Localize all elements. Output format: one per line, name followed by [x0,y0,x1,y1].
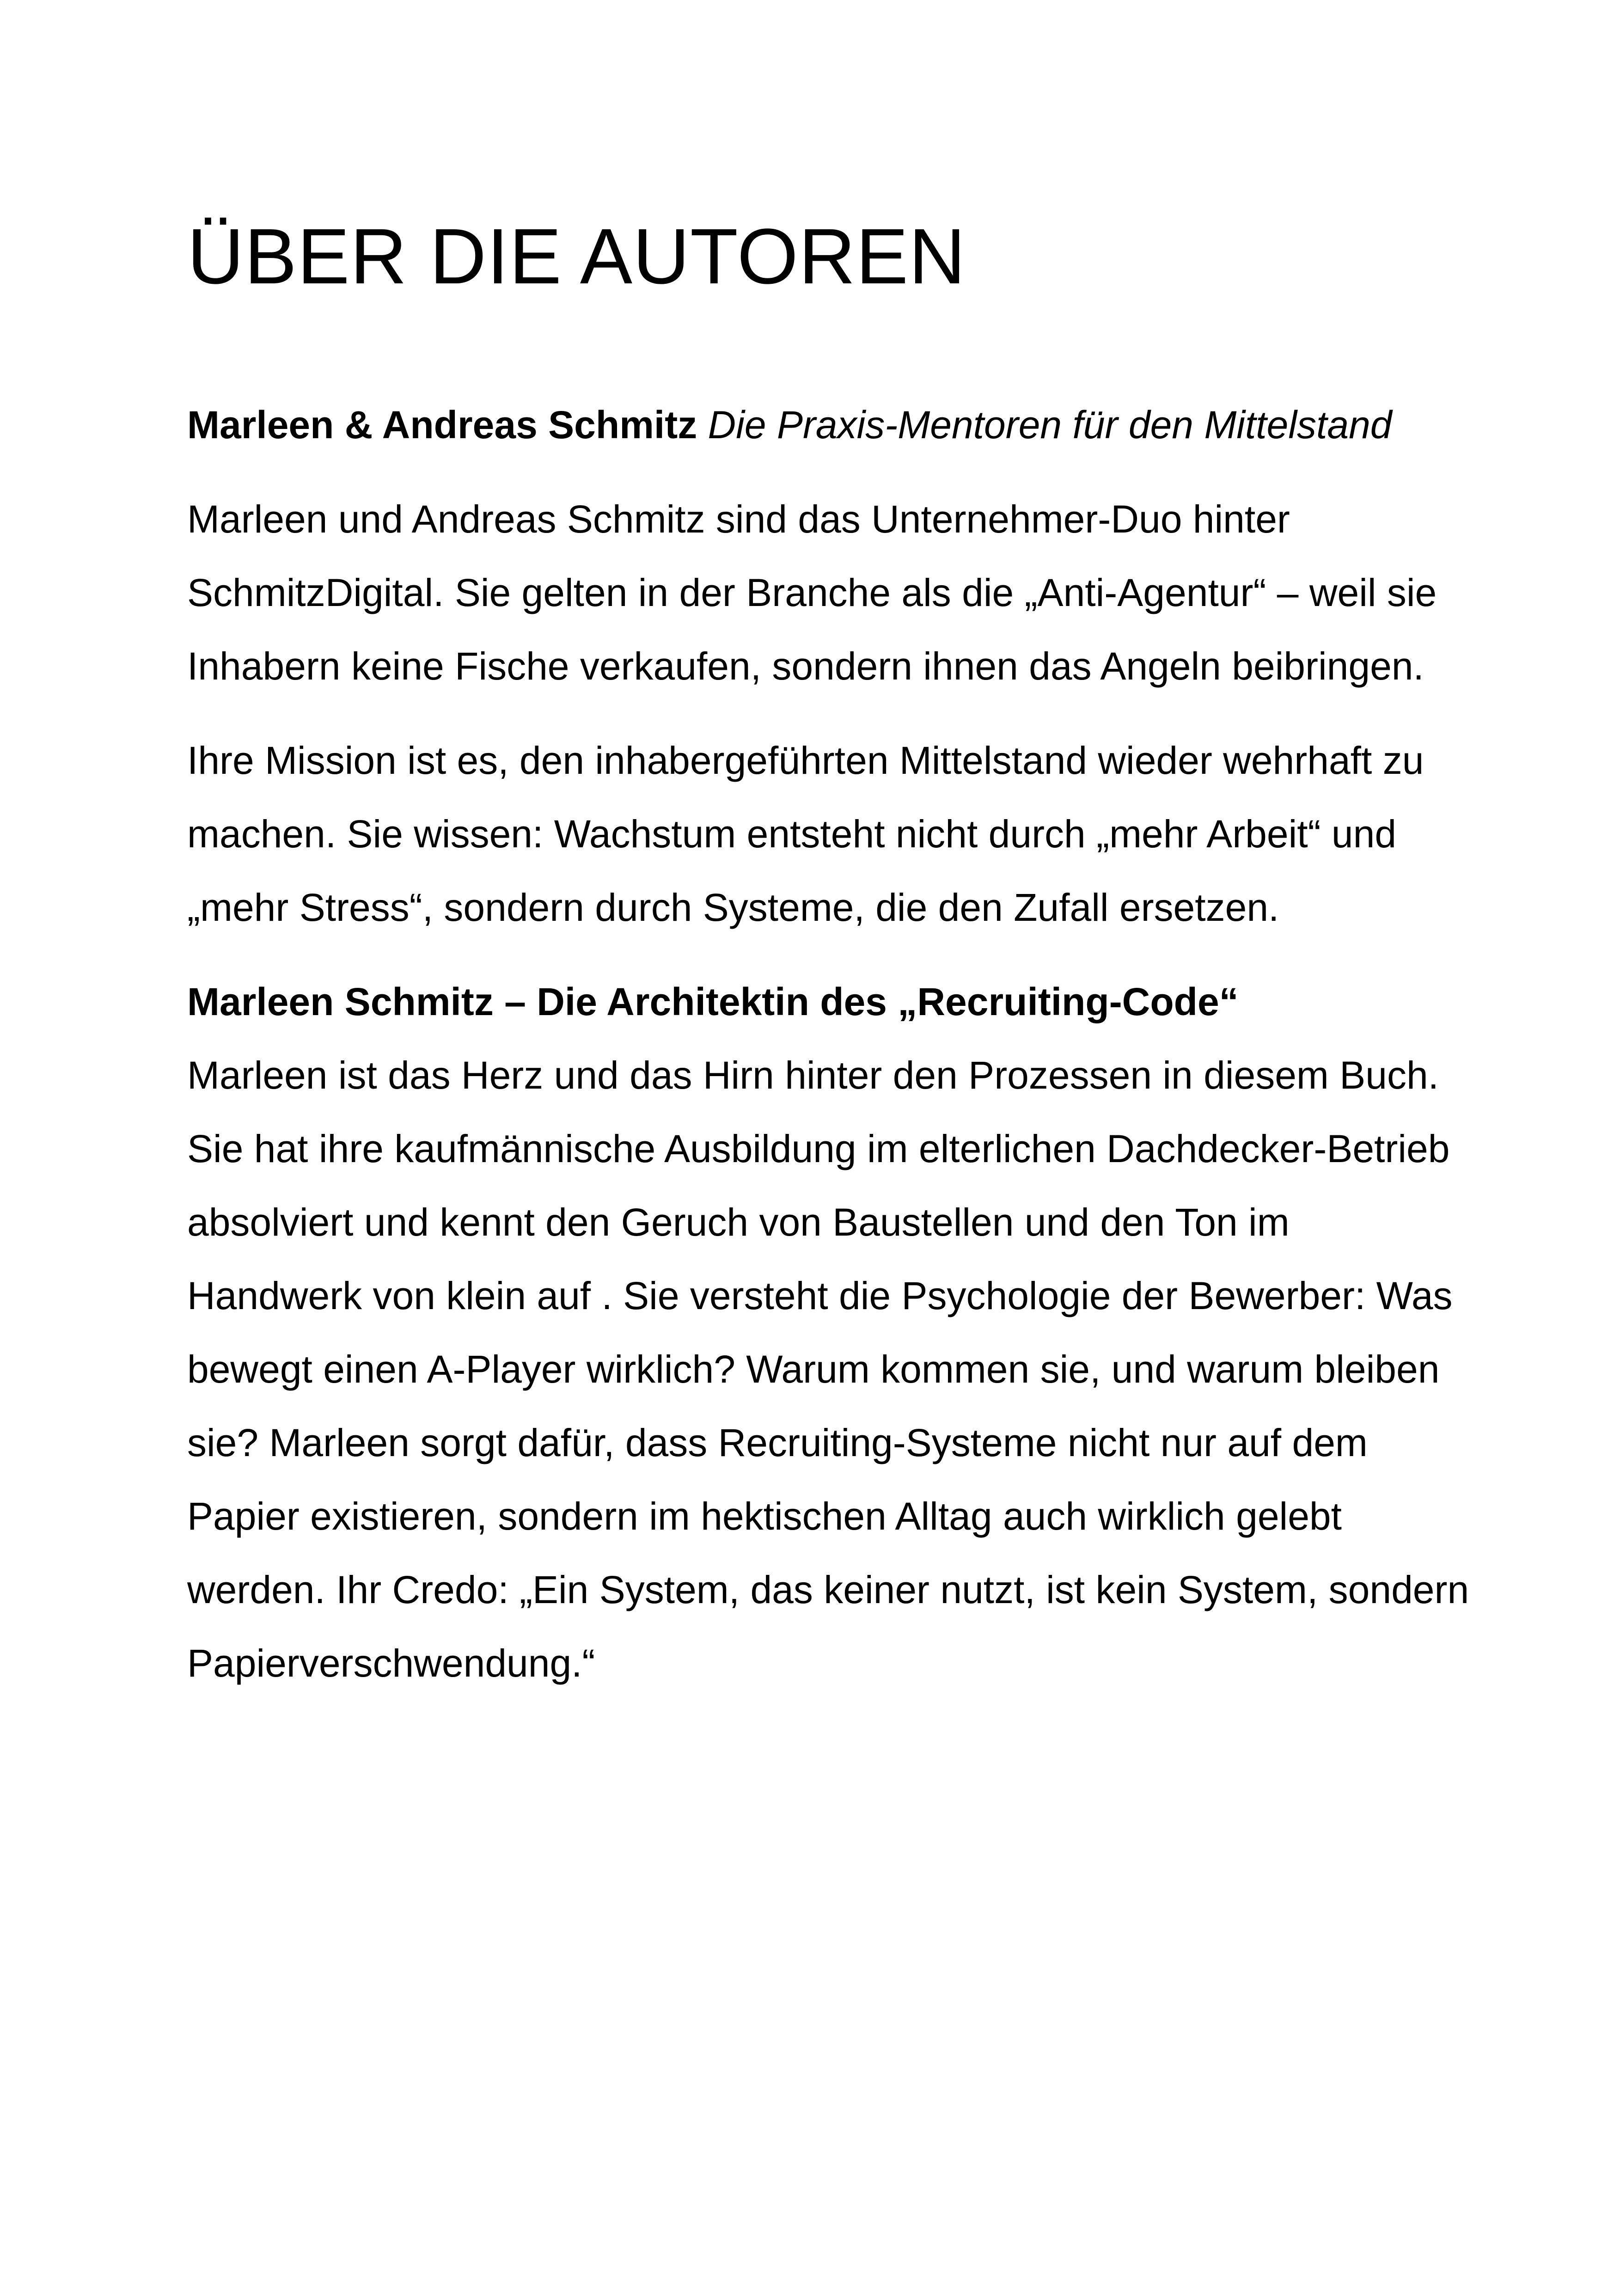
authors-tagline: Die Praxis-Mentoren für den Mittelstand [708,403,1392,447]
profile-marleen-text: Marleen ist das Herz und das Hirn hinter den Prozessen in diesem Buch. Sie hat ihre kaufmännische Ausbildung im elterlichen Dachdecker-Betrieb absolviert und kennt den Geruch von Baustellen und den Ton im Handwerk von klein auf . Sie versteht die Psychologie der Bewerber: Was bewegt einen A-Player wirklich? Warum kommen sie, und warum bleiben sie? Marleen sorgt dafür, dass Recruiting-Systeme nicht nur auf dem Papier existieren, sondern im hektischen Alltag auch wirklich gelebt werden. Ihr Credo: „Ein System, das keiner nutzt, ist kein System, sondern Papierverschwendung.“ [187,1053,1469,1685]
authors-names: Marleen & Andreas Schmitz [187,403,697,447]
page-title: ÜBER DIE AUTOREN [187,213,966,300]
profile-marleen-heading: Marleen Schmitz – Die Architektin des „Recruiting-Code“ [187,980,1239,1023]
profile-marleen [187,965,1472,1700]
authors-intro [187,388,1472,462]
paragraph-duo: Marleen und Andreas Schmitz sind das Unternehmer-Duo hinter SchmitzDigital. Sie gelten in der Branche als die „Anti-Agentur“ – weil sie Inhabern keine Fische verkaufen, sondern ihnen das Angeln beibringen. [187,497,1437,688]
document-page [187,213,1472,1721]
paragraph-mission: Ihre Mission ist es, den inhabergeführten Mittelstand wieder wehrhaft zu machen. Sie wissen: Wachstum entsteht nicht durch „mehr Arbeit“ und „mehr Stress“, sondern durch Systeme, die den Zufall ersetzen. [187,739,1424,929]
